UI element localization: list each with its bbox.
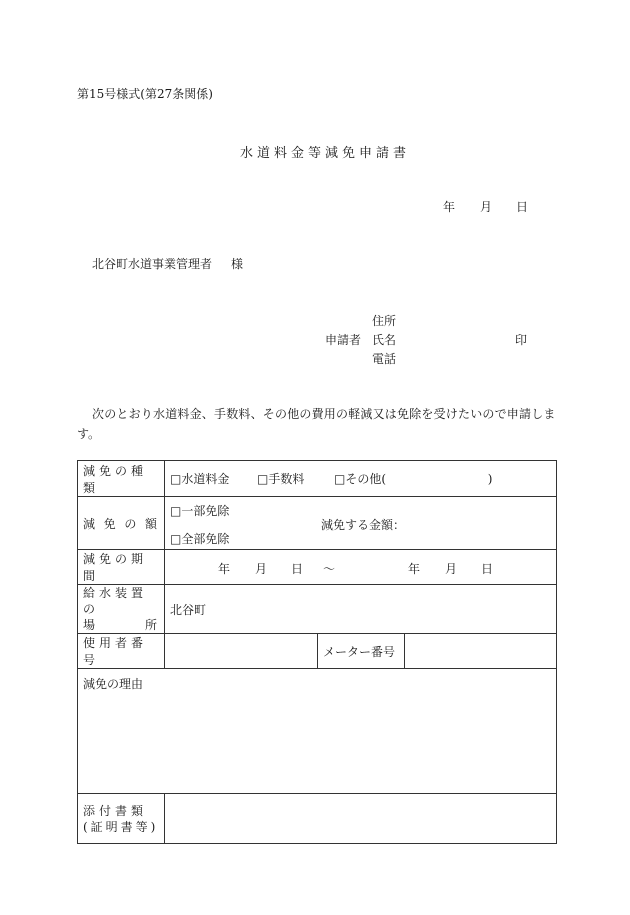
applicant-name-label: 氏名 (372, 333, 397, 347)
table-row-location (78, 585, 557, 634)
period-start-day: 日 (291, 561, 304, 576)
location-value: 北谷町 (165, 585, 557, 634)
option-full[interactable]: □全部免除 (170, 532, 230, 546)
reason-cell[interactable] (78, 669, 557, 794)
table-row-user (78, 634, 557, 669)
user-number-label: 使用者番号 (78, 634, 165, 669)
period-tilde: ～ (323, 561, 336, 576)
user-number-field[interactable] (165, 634, 318, 669)
period-start-month: 月 (255, 561, 268, 576)
location-label: 給水装置の 場 所 (78, 585, 165, 634)
option-partial[interactable]: □一部免除 (170, 504, 230, 518)
option-handling-fee[interactable]: □手数料 (257, 472, 305, 486)
period-end-month: 月 (445, 561, 458, 576)
date-year: 年 (443, 200, 456, 214)
period-start-year: 年 (218, 561, 231, 576)
table-row-reason (78, 669, 557, 794)
date-month: 月 (480, 200, 493, 214)
addressee-honorific: 様 (231, 257, 244, 271)
intro-line-2: す。 (77, 427, 101, 441)
option-other[interactable]: □その他( (334, 472, 387, 486)
table-row-type (78, 461, 557, 497)
amount-label: 減 免 の 額 (78, 497, 165, 550)
applicant-label: 申請者 (325, 333, 362, 347)
period-cell (165, 550, 557, 585)
option-other-close: ) (487, 472, 493, 486)
table-row-attachments (78, 794, 557, 844)
seal-mark: 印 (515, 333, 528, 347)
date-day: 日 (516, 200, 529, 214)
attachments-label: 添付書類 (証明書等) (78, 794, 165, 844)
document-title: 水道料金等減免申請書 (240, 146, 411, 161)
addressee-name: 北谷町水道事業管理者 (92, 257, 213, 271)
amount-cell (165, 497, 557, 550)
form-number: 第15号様式(第27条関係) (77, 87, 213, 101)
period-end-year: 年 (408, 561, 421, 576)
period-label: 減免の期間 (78, 550, 165, 585)
period-end-day: 日 (481, 561, 494, 576)
applicant-phone-label: 電話 (372, 352, 397, 366)
option-water-fee[interactable]: □水道料金 (170, 472, 230, 486)
table-row-amount (78, 497, 557, 550)
application-table (77, 460, 557, 844)
amount-label-text: 減免する金額： (321, 518, 406, 532)
type-label: 減免の種類 (78, 461, 165, 497)
type-options (165, 461, 557, 497)
reason-label: 減免の理由 (83, 677, 144, 691)
intro-line-1: 次のとおり水道料金、手数料、その他の費用の軽減又は免除を受けたいので申請しま (92, 407, 556, 421)
attachments-field[interactable] (165, 794, 557, 844)
meter-number-field[interactable] (405, 634, 557, 669)
meter-number-label: メーター番号 (318, 634, 405, 669)
table-row-period (78, 550, 557, 585)
applicant-address-label: 住所 (372, 314, 397, 328)
